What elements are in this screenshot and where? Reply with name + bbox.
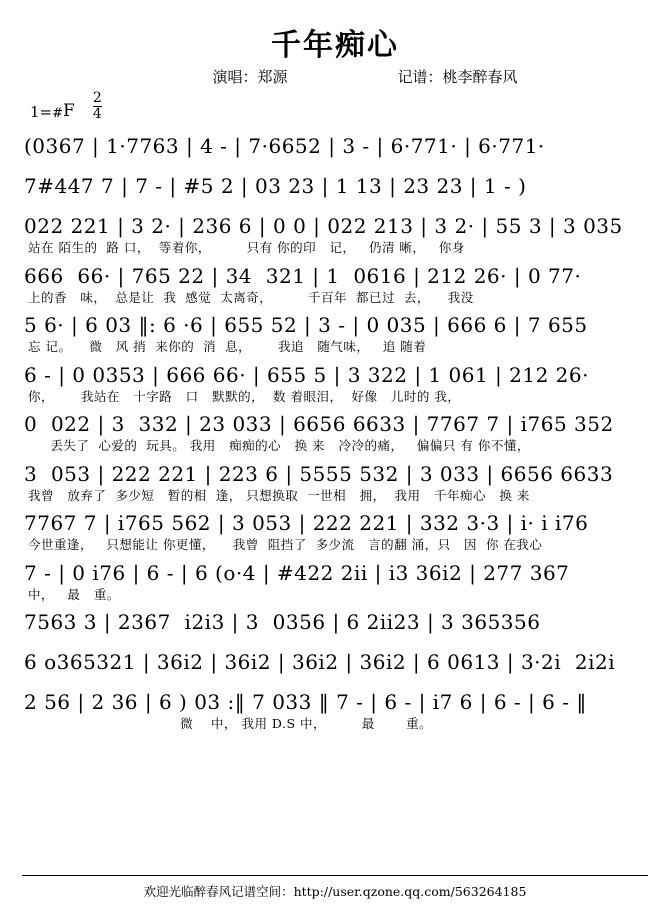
lyric-line: 今世重逢， 只想能让 你更懂， 我曾 阻挡了 多少流 言的翻 涌，只 因 你 在我心 (28, 537, 543, 552)
credits-row (22, 66, 648, 87)
notation-line: 022 221 | 3 2· | 236 6 | 0 0 | 022 213 | 3 2· | 55 3 | 3 035 (24, 214, 623, 238)
system-row (22, 211, 648, 257)
staff-systems (22, 131, 648, 733)
notation-line: 7#447 7 | 7 - | #5 2 | 03 23 | 1 13 | 23 23 | 1 - ) (24, 174, 527, 198)
system-row (22, 607, 648, 643)
lyric-line: 忘 记。 微 风 捎 来你的 消 息， 我追 随气味， 追 随着 (28, 339, 427, 354)
meter-numerator: 2 (92, 90, 102, 107)
system-row (22, 360, 648, 406)
notation-line: 7 - | 0 i76 | 6 - | 6 (o·4 | #422 2ii | i3 36i2 | 277 367 (24, 560, 570, 585)
notation-line: 5 6· | 6 03 ‖: 6 ·6 | 655 52 | 3 - | 0 035 | 666 6 | 7 655 (24, 313, 588, 337)
lyric-line: 站在 陌生的 路 口， 等着你， 只有 你的印 记， 仍清 晰， 你身 (28, 240, 465, 255)
notation-line: 2 56 | 2 36 | 6 ) 03 :‖ 7 033 ‖ 7 - | 6 - | i7 6 | 6 - | 6 - ‖ (24, 690, 587, 714)
lyric-line: 你， 我站在 十字路 口 默默的， 数 着眼泪， 好像 儿时的 我， (28, 388, 461, 404)
time-signature (93, 92, 102, 121)
system-row (22, 459, 648, 505)
notation-line: 7767 7 | i765 562 | 3 053 | 222 221 | 332 3·3 | i· i i76 (24, 511, 589, 535)
lyric-line: 微 中， 我用 D.S 中， 最 重。 (28, 716, 433, 731)
key-prefix: 1= (30, 103, 53, 121)
notation-line: (0367 | 1·7763 | 4 - | 7·6652 | 3 - | 6·771· | 6·771· (24, 134, 545, 158)
system-row (22, 687, 648, 733)
singer-label: 演唱：郑源 (212, 68, 288, 86)
lyric-line: 上的香 味， 总是让 我 感觉 太离奇， 千百年 都已过 去， 我没 (28, 289, 474, 305)
notation-line: 666 66· | 765 22 | 34 321 | 1 0616 | 212 26· | 0 77· (24, 263, 582, 288)
system-row (22, 409, 648, 455)
notation-line: 6 - | 0 0353 | 666 66· | 655 5 | 3 322 | 1 061 | 212 26· (24, 362, 589, 387)
system-row (22, 171, 648, 207)
page-title: 千年痴心 (271, 28, 399, 63)
lyric-line: 中， 最 重。 (28, 586, 120, 602)
lyric-line: 我曾 放弃了 多少短 暂的相 逢， 只想换取 一世相 拥， 我用 千年痴心 换 来 (28, 487, 530, 503)
system-row (22, 508, 648, 554)
notation-line: 0 022 | 3 332 | 23 033 | 6656 6633 | 7767 7 | i765 352 (24, 412, 614, 436)
footer-note: 欢迎光临醉春风记谱空间：http://user.qzone.qq.com/563264185 (22, 875, 648, 900)
system-row (22, 310, 648, 356)
sharp-icon: # (52, 106, 64, 121)
system-row (22, 558, 648, 604)
meter-denominator: 4 (92, 105, 102, 122)
lyric-line: 丢失了 心爱的 玩具。 我用 痴痴的心 换 来 冷冷的痛， 偏偏只 有 你不懂， (28, 438, 530, 453)
system-row (22, 131, 648, 167)
notation-line: 7563 3 | 2367 i2i3 | 3 0356 | 6 2ii23 | 3 365356 (24, 610, 541, 634)
key-signature-row (22, 91, 648, 121)
transcriber-label: 记谱：桃李醉春风 (397, 68, 518, 86)
notation-line: 3 053 | 222 221 | 223 6 | 5555 532 | 3 033 | 6656 6633 (24, 461, 614, 486)
key-note: F (63, 101, 75, 121)
notation-line: 6 o365321 | 36i2 | 36i2 | 36i2 | 36i2 | 6 0613 | 3·2i 2i2i (24, 650, 616, 674)
system-row (22, 647, 648, 683)
system-row (22, 261, 648, 307)
